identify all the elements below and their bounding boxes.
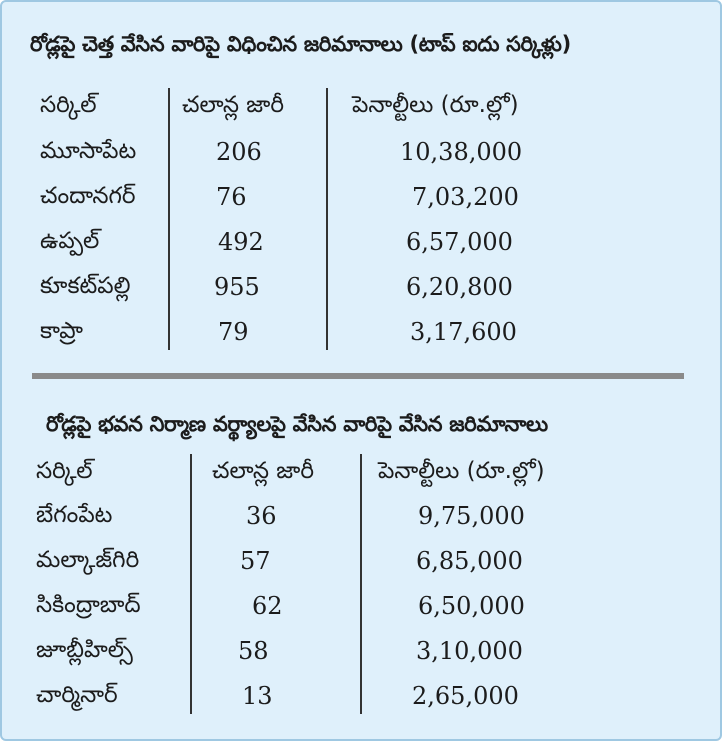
- table2-header-circle: సర్కిల్: [36, 458, 93, 484]
- table1-row1-circle: మూసాపేట: [40, 138, 137, 164]
- table1-header-challans: చలాన్ల జారీ: [182, 92, 285, 118]
- table1-header-circle: సర్కిల్: [40, 92, 97, 118]
- table2-row4-circle: జూబ్లీహిల్స్: [36, 637, 133, 663]
- table2-header-challans: చలాన్ల జారీ: [212, 458, 315, 484]
- table2-column-divider-1: [190, 454, 192, 714]
- table1-row3-circle: ఉప్పల్: [40, 228, 100, 254]
- table2-row2-challans: 57: [240, 547, 271, 575]
- table2-row3-circle: సికింద్రాబాద్: [36, 592, 141, 618]
- table2-row3-challans: 62: [252, 592, 283, 620]
- table2-row5-challans: 13: [242, 682, 273, 710]
- table1-row2-penalty: 7,03,200: [412, 183, 519, 211]
- table1-title: రోడ్లపై చెత్త వేసిన వారిపై విధించిన జరిమానాలు (టాప్ ఐదు సర్కిళ్లు): [30, 32, 571, 56]
- table1-header-penalty: పెనాల్టీలు (రూ.ల్లో): [352, 92, 519, 118]
- table1-row2-circle: చందానగర్: [40, 183, 136, 209]
- table1-row5-challans: 79: [218, 318, 249, 346]
- table2-row2-penalty: 6,85,000: [416, 547, 523, 575]
- table1-row5-circle: కాప్రా: [40, 318, 83, 344]
- table1-row4-challans: 955: [214, 273, 260, 301]
- table2-row5-circle: చార్మినార్: [36, 682, 118, 708]
- table2-row5-penalty: 2,65,000: [412, 682, 519, 710]
- table1-column-divider-1: [168, 88, 170, 350]
- table2-row1-penalty: 9,75,000: [418, 502, 525, 530]
- table1-row2-challans: 76: [216, 183, 247, 211]
- table1-row4-circle: కూకట్‌పల్లి: [40, 273, 131, 299]
- table2-header-penalty: పెనాల్టీలు (రూ.ల్లో): [378, 458, 545, 484]
- table1-row3-challans: 492: [218, 228, 264, 256]
- table2-row1-circle: బేగంపేట: [36, 502, 113, 528]
- table2-title: రోడ్లపై భవన నిర్మాణ వర్థ్యాలపై వేసిన వారిపై వేసిన జరిమానాలు: [46, 412, 548, 436]
- table1-row5-penalty: 3,17,600: [410, 318, 517, 346]
- section-divider: [32, 373, 684, 379]
- table1-row3-penalty: 6,57,000: [406, 228, 513, 256]
- table1-column-divider-2: [326, 88, 328, 350]
- table2-row3-penalty: 6,50,000: [418, 592, 525, 620]
- table2-row4-penalty: 3,10,000: [416, 637, 523, 665]
- table1-row1-penalty: 10,38,000: [400, 138, 523, 166]
- table2-row2-circle: మల్కాజ్‌గిరి: [36, 547, 140, 573]
- table2-column-divider-2: [360, 454, 362, 714]
- table1-row1-challans: 206: [216, 138, 262, 166]
- table2-row4-challans: 58: [238, 637, 269, 665]
- table2-row1-challans: 36: [246, 502, 277, 530]
- table1-row4-penalty: 6,20,800: [406, 273, 513, 301]
